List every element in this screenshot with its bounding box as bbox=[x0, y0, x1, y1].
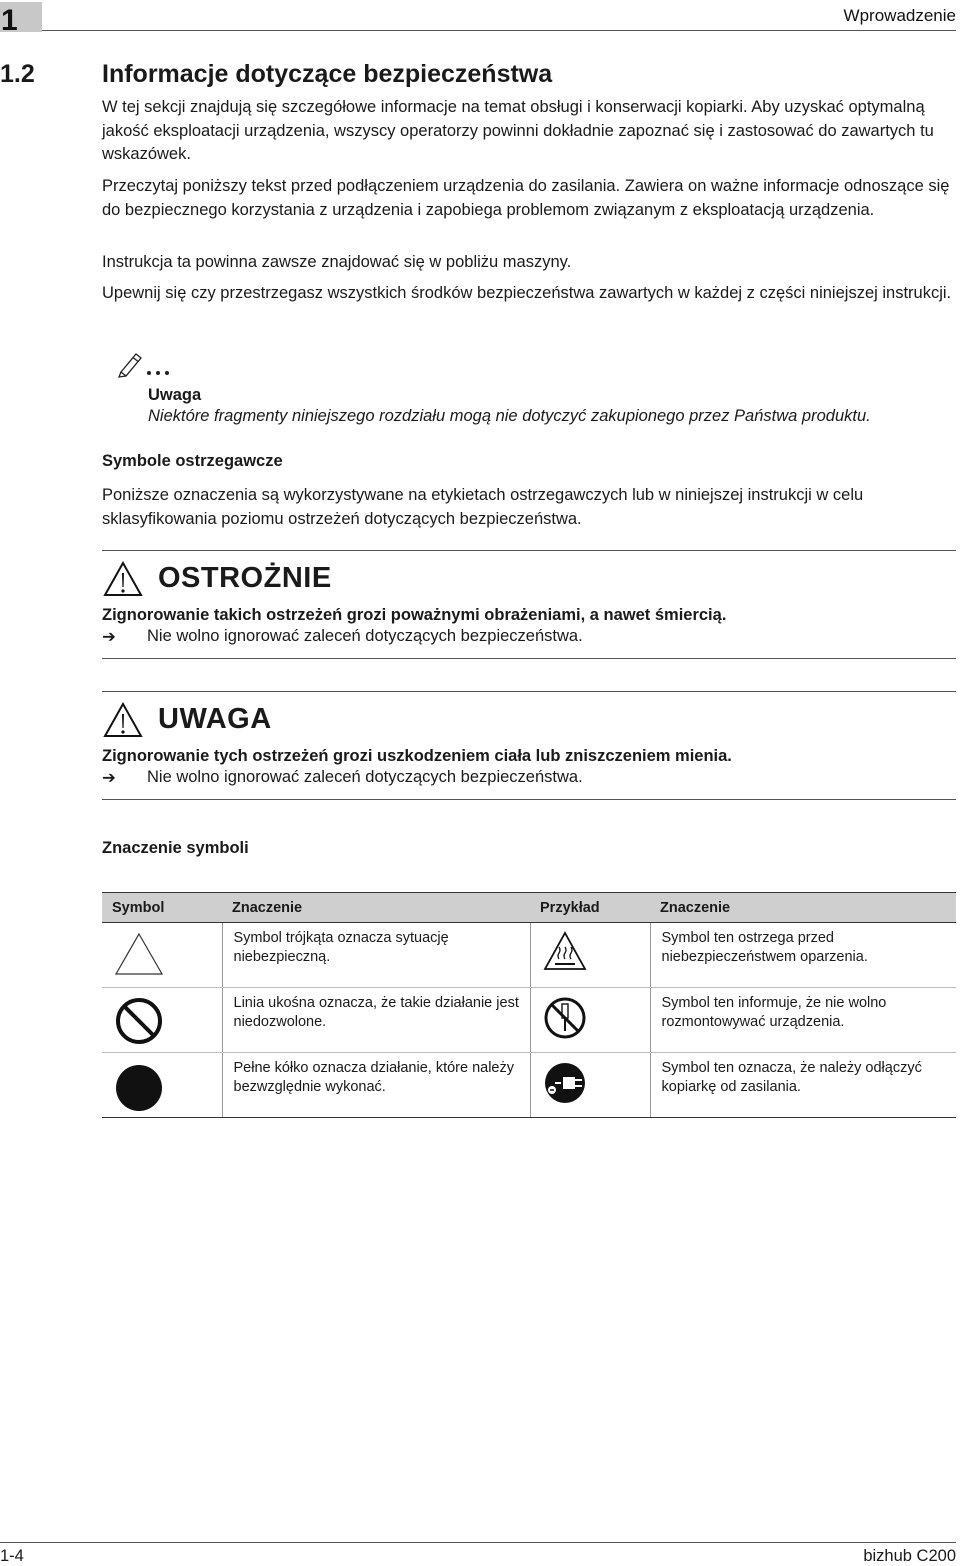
precautions-paragraph: Upewnij się czy przestrzegasz wszystkich środków bezpieczeństwa zawartych w każdej z części niniejszej instrukcji. bbox=[102, 284, 952, 302]
pencil-note-icon bbox=[118, 348, 174, 378]
intro-paragraph: W tej sekcji znajdują się szczegółowe informacje na temat obsługi i konserwacji kopiarki. Aby uzyskać optymalną jakość eksploatacji urządzenia, wszyscy operatorzy powinni dokładnie zapoznać się i zastosować do zawartych tu wskazówek. bbox=[102, 98, 934, 163]
warning-title-attention: UWAGA bbox=[158, 703, 272, 735]
footer-rule bbox=[0, 1542, 956, 1543]
read-before-paragraph: Przeczytaj poniższy tekst przed podłączeniem urządzenia do zasilania. Zawiera on ważne informacje odnoszące się do bezpiecznego korzystania z urządzenia i zapobiega problemom związanym z eksploatacją urządzenia. bbox=[102, 177, 950, 219]
warning-bottom-rule bbox=[102, 658, 956, 659]
prohibition-circle-icon bbox=[114, 996, 164, 1046]
arrow-icon: ➔ bbox=[102, 628, 116, 646]
page-number: 1-4 bbox=[0, 1547, 24, 1565]
example-meaning: Symbol ten ostrzega przed niebezpieczeństwem oparzenia. bbox=[661, 930, 868, 965]
warning-symbols-heading: Symbole ostrzegawcze bbox=[102, 452, 283, 470]
symbols-table bbox=[102, 892, 956, 1118]
symbol-meaning: Symbol trójkąta oznacza sytuację niebezpieczną. bbox=[233, 930, 449, 965]
arrow-icon: ➔ bbox=[102, 769, 116, 787]
column-header-symbol: Symbol bbox=[102, 893, 222, 923]
hazard-triangle-icon bbox=[114, 931, 164, 977]
filled-circle-icon bbox=[114, 1061, 164, 1111]
note-text: Niektóre fragmenty niniejszego rozdziału mogą nie dotyczyć zakupionego przez Państwa produktu. bbox=[148, 407, 871, 425]
example-meaning: Symbol ten oznacza, że należy odłączyć kopiarkę od zasilania. bbox=[661, 1060, 922, 1095]
header-rule bbox=[42, 30, 956, 31]
warning-top-rule bbox=[102, 691, 956, 692]
chapter-number: 1 bbox=[1, 4, 18, 37]
column-header-example: Przykład bbox=[530, 893, 650, 923]
symbol-meaning: Pełne kółko oznacza działanie, które należy bezwzględnie wykonać. bbox=[233, 1060, 514, 1095]
chapter-tab bbox=[0, 2, 42, 37]
warning-action: Nie wolno ignorować zaleceń dotyczących bezpieczeństwa. bbox=[147, 627, 583, 645]
warning-triangle-icon bbox=[103, 702, 143, 738]
column-header-meaning: Znaczenie bbox=[222, 893, 530, 923]
table-header-row bbox=[102, 893, 956, 923]
warning-description: Zignorowanie takich ostrzeżeń grozi poważnymi obrażeniami, a nawet śmiercią. bbox=[102, 606, 727, 624]
column-header-example-meaning: Znaczenie bbox=[650, 893, 956, 923]
warning-bottom-rule bbox=[102, 799, 956, 800]
warning-action: Nie wolno ignorować zaleceń dotyczących bezpieczeństwa. bbox=[147, 768, 583, 786]
table-row bbox=[102, 1053, 956, 1118]
section-title bbox=[0, 60, 552, 89]
no-disassembly-icon bbox=[543, 996, 587, 1040]
warning-description: Zignorowanie tych ostrzeżeń grozi uszkodzeniem ciała lub zniszczeniem mienia. bbox=[102, 747, 732, 765]
warning-symbols-text: Poniższe oznaczenia są wykorzystywane na etykietach ostrzegawczych lub w niniejszej instrukcji w celu sklasyfikowania poziomu ostrzeżeń dotyczących bezpieczeństwa. bbox=[102, 486, 864, 528]
symbols-table-heading: Znaczenie symboli bbox=[102, 839, 249, 857]
table-row bbox=[102, 988, 956, 1053]
section-title-text: Informacje dotyczące bezpieczeństwa bbox=[102, 60, 553, 88]
running-header: Wprowadzenie bbox=[843, 6, 956, 25]
example-meaning: Symbol ten informuje, że nie wolno rozmontowywać urządzenia. bbox=[661, 995, 887, 1030]
hot-surface-warning-icon bbox=[543, 931, 587, 971]
keep-manual-paragraph: Instrukcja ta powinna zawsze znajdować się w pobliżu maszyny. bbox=[102, 253, 572, 271]
note-title: Uwaga bbox=[148, 386, 202, 404]
section-number: 1.2 bbox=[0, 60, 35, 88]
warning-title-caution: OSTROŻNIE bbox=[158, 562, 332, 594]
unplug-power-icon bbox=[543, 1061, 587, 1105]
product-name: bizhub C200 bbox=[863, 1547, 956, 1565]
symbol-meaning: Linia ukośna oznacza, że takie działanie jest niedozwolone. bbox=[233, 995, 519, 1030]
table-row bbox=[102, 923, 956, 988]
warning-triangle-icon bbox=[103, 561, 143, 597]
warning-top-rule bbox=[102, 550, 956, 551]
